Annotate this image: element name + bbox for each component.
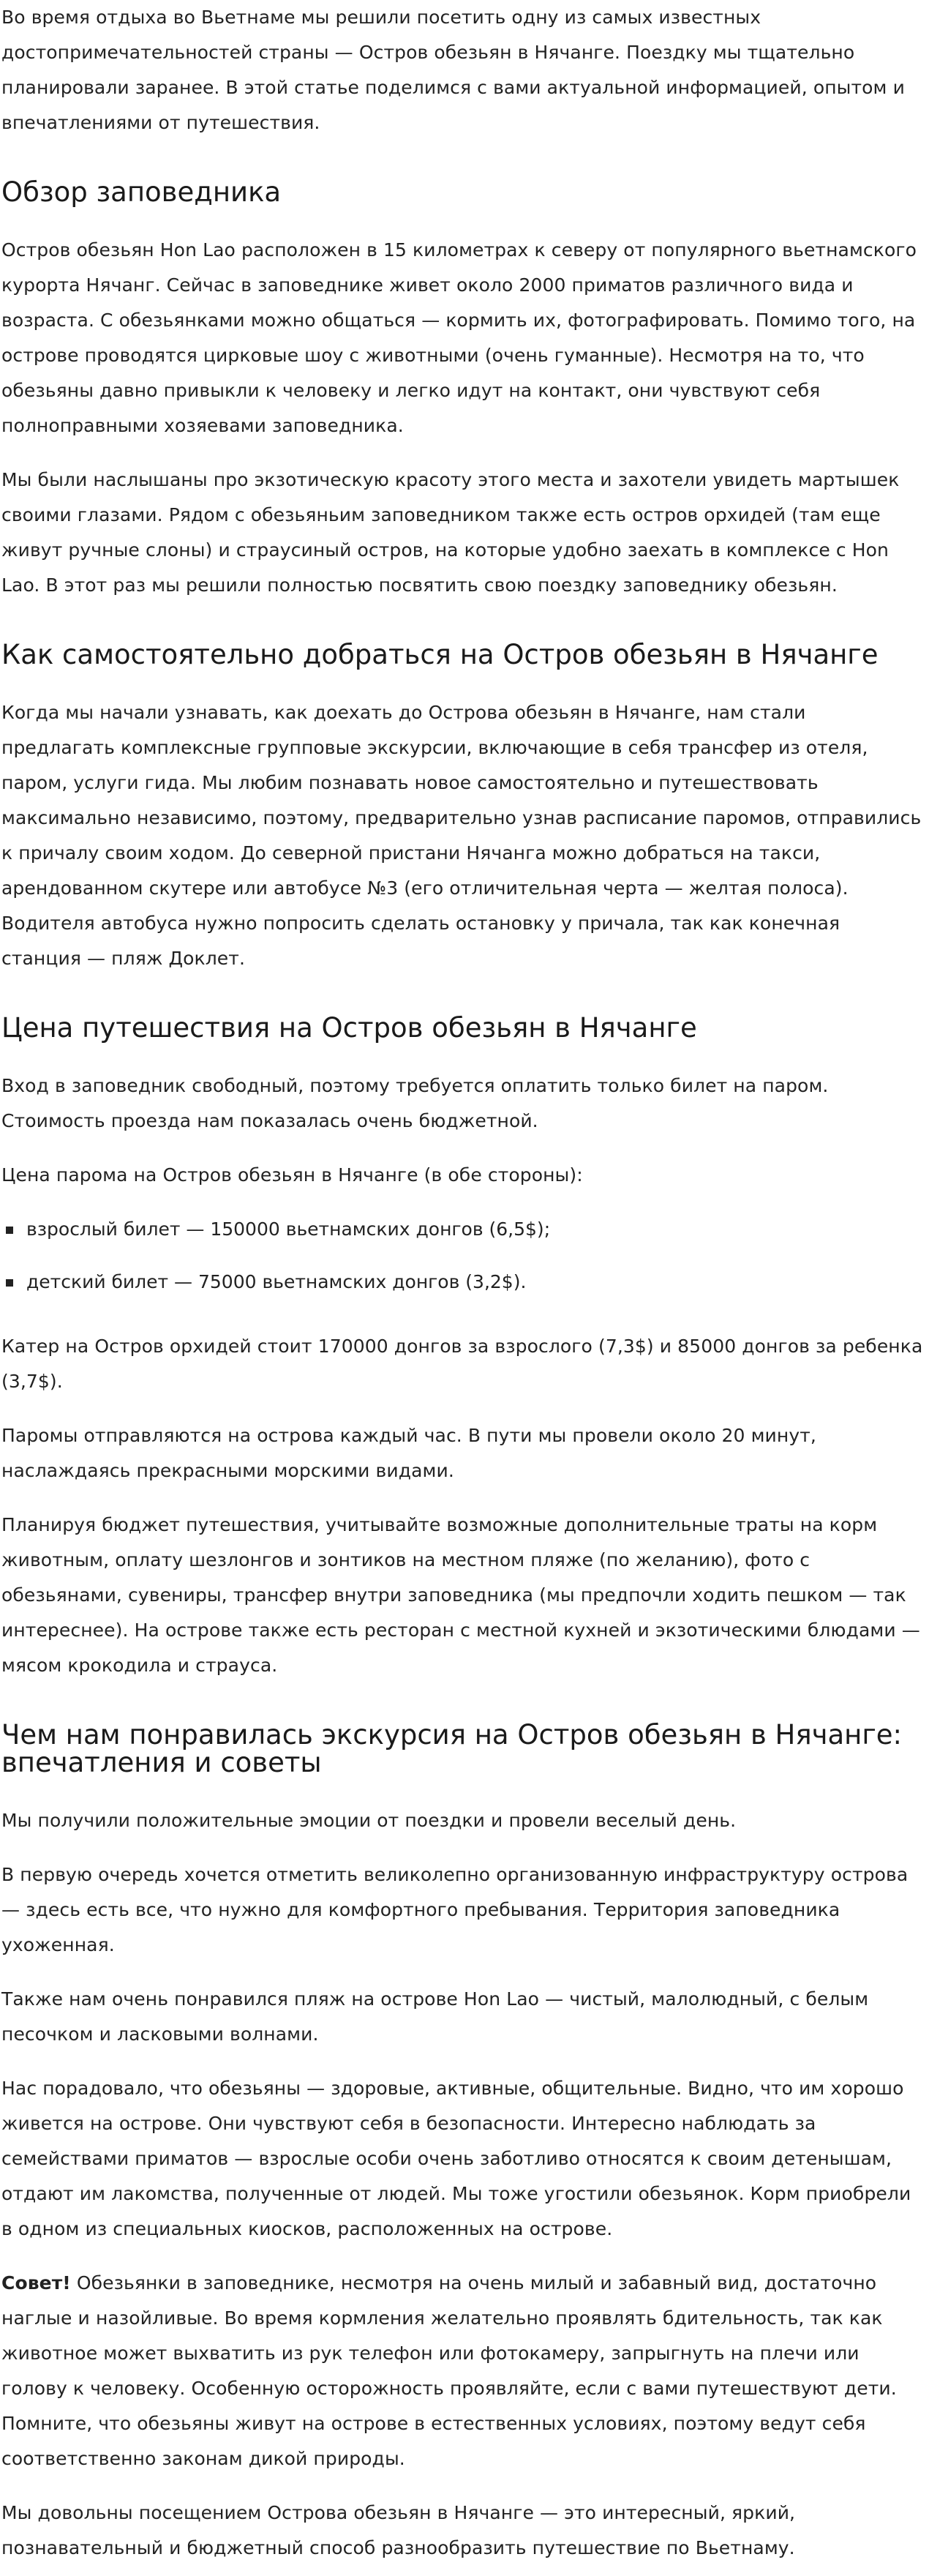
how-to-get-paragraph: Когда мы начали узнавать, как доехать до Острова обезьян в Нячанге, нам стали предлагать комплексные групповые экскурсии, включающие в себя трансфер из отеля, паром, услуги гида. Мы любим познавать новое самостоятельно и путешествовать максимально независимо, поэтому, предварительно узнав расписание паромов, отправились к причалу своим ходом. До северной пристани Нячанга можно добраться на такси, арендованном скутере или автобусе №3 (его отличительная черта — желтая полоса). Водителя автобуса нужно попросить сделать остановку у причала, так как конечная станция — пляж Доклет. [1,702,922,969]
impressions-paragraph-1: Мы получили положительные эмоции от поездки и провели веселый день. [1,1810,737,1831]
section-heading-how-to-get: Как самостоятельно добраться на Остров обезьян в Нячанге [1,639,879,670]
price-paragraph-3: Катер на Остров орхидей стоит 170000 донгов за взрослого (7,3$) и 85000 донгов за ребенка (3,7$). [1,1336,923,1392]
overview-paragraph-2: Мы были наслышаны про экзотическую красоту этого места и захотели увидеть мартышек своими глазами. Рядом с обезьяньим заповедником также есть остров орхидей (там еще живут ручные слоны) и страусиный остров, на которые удобно заехать в комплексе с Hon Lao. В этот раз мы решили полностью посвятить свою поездку заповеднику обезьян. [1,469,900,596]
tip-text: Обезьянки в заповеднике, несмотря на очень милый и забавный вид, достаточно наглые и назойливые. Во время кормления желательно проявлять бдительность, так как животное может выхватить из рук телефон или фотокамеру, запрыгнуть на плечи или голову к человеку. Особенную осторожность проявляйте, если с вами путешествуют дети. Помните, что обезьяны живут на острове в естественных условиях, поэтому ведут себя соответственно законам дикой природы. [1,2272,897,2469]
section-heading-overview: Обзор заповедника [1,176,282,208]
impressions-paragraph-2: В первую очередь хочется отметить великолепно организованную инфраструктуру острова — здесь есть все, что нужно для комфортного пребывания. Территория заповедника ухоженная. [1,1864,909,1955]
impressions-paragraph-3: Также нам очень понравился пляж на острове Hon Lao — чистый, малолюдный, с белым песочком и ласковыми волнами. [1,1988,869,2045]
list-item: взрослый билет — 150000 вьетнамских донгов (6,5$); [1,1212,925,1247]
section-heading-price: Цена путешествия на Остров обезьян в Нячанге [1,1012,697,1044]
price-paragraph-1: Вход в заповедник свободный, поэтому требуется оплатить только билет на паром. Стоимость проезда нам показалась очень бюджетной. [1,1075,829,1131]
ferry-price-list [1,1212,925,1300]
price-paragraph-4: Паромы отправляются на острова каждый час. В пути мы провели около 20 минут, наслаждаясь прекрасными морскими видами. [1,1425,816,1481]
impressions-paragraph-5: Мы довольны посещением Острова обезьян в Нячанге — это интересный, яркий, познавательный и бюджетный способ разнообразить путешествие по Вьетнаму. [1,2502,796,2558]
intro-paragraph: Во время отдыха во Вьетнаме мы решили посетить одну из самых известных достопримечательностей страны — Остров обезьян в Нячанге. Поездку мы тщательно планировали заранее. В этой статье поделимся с вами актуальной информацией, опытом и впечатлениями от путешествия. [1,7,905,133]
price-paragraph-2: Цена парома на Остров обезьян в Нячанге (в обе стороны): [1,1164,583,1186]
tip-paragraph [1,2266,925,2476]
list-item: детский билет — 75000 вьетнамских донгов (3,2$). [1,1265,925,1300]
overview-paragraph-1: Остров обезьян Hon Lao расположен в 15 километрах к северу от популярного вьетнамского курорта Нячанг. Сейчас в заповеднике живет около 2000 приматов различного вида и возраста. С обезьянками можно общаться — кормить их, фотографировать. Помимо того, на острове проводятся цирковые шоу с животными (очень гуманные). Несмотря на то, что обезьяны давно привыкли к человеку и легко идут на контакт, они чувствуют себя полноправными хозяевами заповедника. [1,239,917,436]
tip-label: Совет! [1,2272,71,2294]
impressions-paragraph-4: Нас порадовало, что обезьяны — здоровые, активные, общительные. Видно, что им хорошо живется на острове. Они чувствуют себя в безопасности. Интересно наблюдать за семействами приматов — взрослые особи очень заботливо относятся к своим детенышам, отдают им лакомства, полученные от людей. Мы тоже угостили обезьянок. Корм приобрели в одном из специальных киосков, расположенных на острове. [1,2078,911,2239]
section-heading-impressions: Чем нам понравилась экскурсия на Остров обезьян в Нячанге: впечатления и советы [1,1719,903,1778]
price-paragraph-5: Планируя бюджет путешествия, учитывайте возможные дополнительные траты на корм животным, оплату шезлонгов и зонтиков на местном пляже (по желанию), фото с обезьянами, сувениры, трансфер внутри заповедника (мы предпочли ходить пешком — так интереснее). На острове также есть ресторан с местной кухней и экзотическими блюдами — мясом крокодила и страуса. [1,1514,920,1676]
